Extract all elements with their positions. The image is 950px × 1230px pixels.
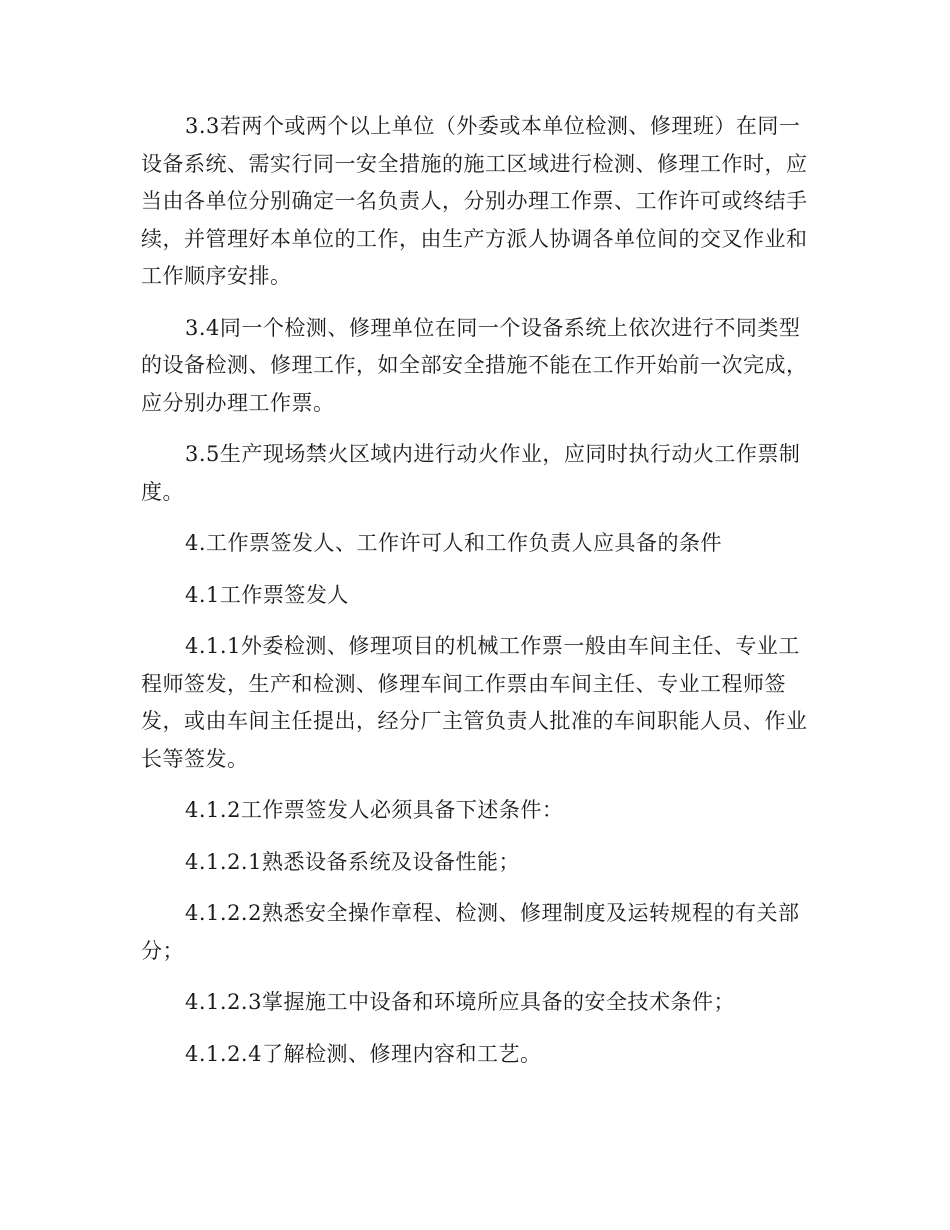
paragraph-3-5: 3.5生产现场禁火区域内进行动火作业，应同时执行动火工作票制度。 bbox=[141, 442, 801, 504]
paragraph-3-4: 3.4同一个检测、修理单位在同一个设备系统上依次进行不同类型的设备检测、修理工作，如全部安全措施不能在工作开始前一次完成，应分别办理工作票。 bbox=[141, 315, 808, 415]
list-item-4-1-2-4: 4.1.2.4了解检测、修理内容和工艺。 bbox=[185, 1041, 542, 1066]
list-item-4-1-2-3: 4.1.2.3掌握施工中设备和环境所应具备的安全技术条件； bbox=[185, 990, 735, 1014]
list-item-4-1-2-1: 4.1.2.1熟悉设备系统及设备性能； bbox=[185, 849, 520, 874]
paragraph-4-1-2: 4.1.2工作票签发人必须具备下述条件： bbox=[185, 798, 564, 822]
section-heading-4-1: 4.1工作票签发人 bbox=[185, 582, 349, 607]
paragraph-4-1-1: 4.1.1外委检测、修理项目的机械工作票一般由车间主任、专业工程师签发，生产和检测、修理车间工作票由车间主任、专业工程师签发，或由车间主任提出，经分厂主管负责人批准的车间职能人员、作业长等签发。 bbox=[141, 634, 808, 771]
list-item-4-1-2-2: 4.1.2.2熟悉安全操作章程、检测、修理制度及运转规程的有关部分； bbox=[141, 901, 800, 963]
section-heading-4: 4.工作票签发人、工作许可人和工作负责人应具备的条件 bbox=[185, 531, 723, 555]
paragraph-3-3: 3.3若两个或两个以上单位（外委或本单位检测、修理班）在同一设备系统、需实行同一安全措施的施工区域进行检测、修理工作时，应当由各单位分别确定一名负责人，分别办理工作票、工作许可或终结手续，并管理好本单位的工作，由生产方派人协调各单位间的交叉作业和工作顺序安排。 bbox=[141, 114, 808, 288]
document-page bbox=[141, 108, 811, 1073]
